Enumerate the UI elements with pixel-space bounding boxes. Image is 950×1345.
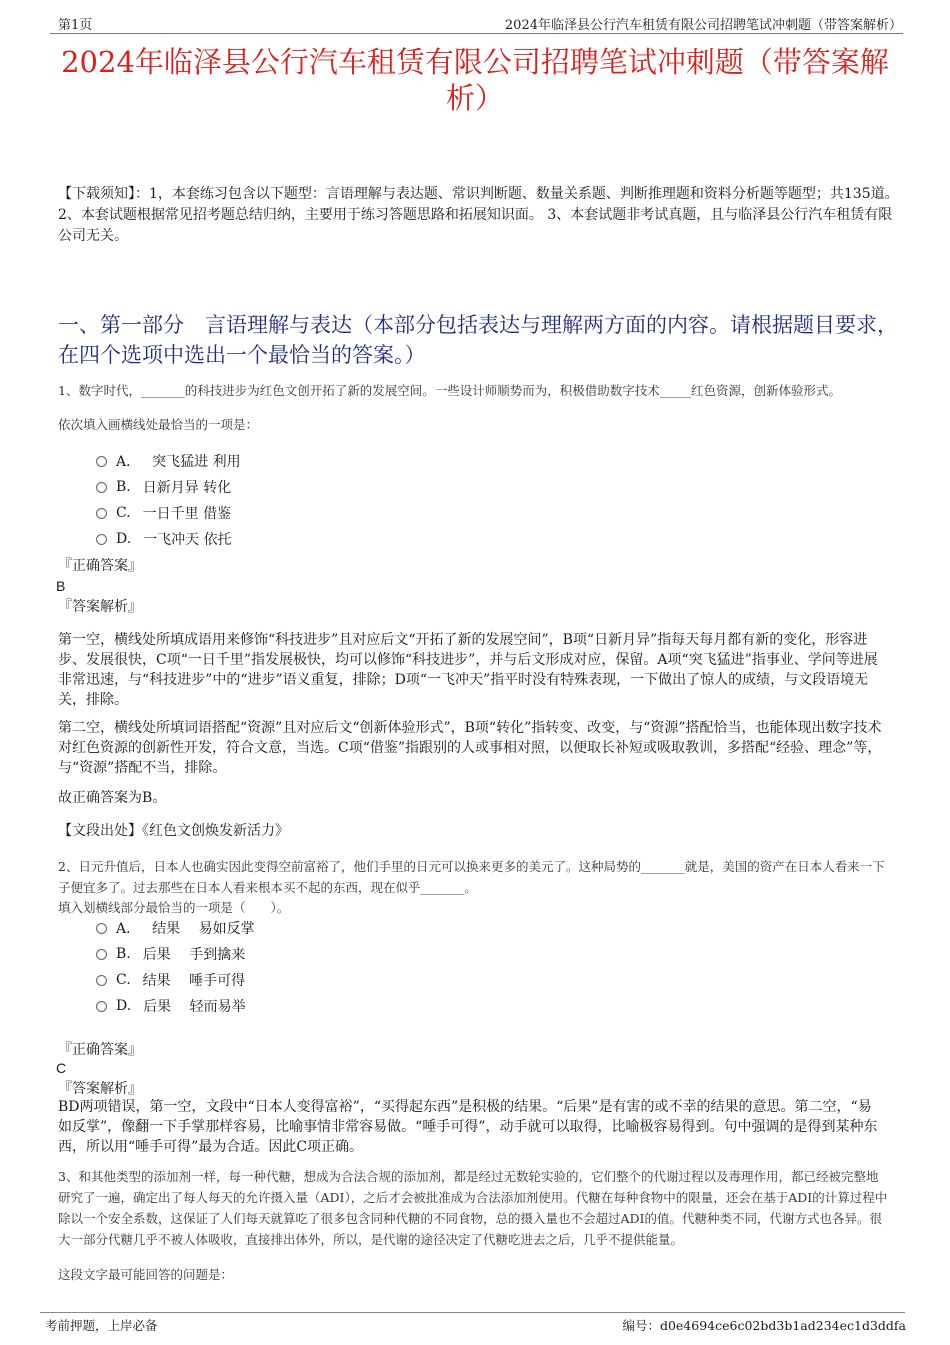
download-notice: 【下载须知】：1，本套练习包含以下题型：言语理解与表达题、常识判断题、数量关系题、判断推理题和资料分析题等题型；共135道。 2、本套试题根据常见招考题总结归纳，主要用于练习答题思路和拓展知识面。 3、本套试题非考试真题，且与临泽县公行汽车租赁有限公司无关。	[58, 186, 899, 244]
radio-icon[interactable]	[96, 508, 107, 519]
answer-label: 『正确答案』	[58, 558, 142, 574]
analysis-label: 『答案解析』	[58, 599, 142, 615]
option-c[interactable]: C. 结果 唾手可得	[96, 967, 255, 993]
option-b[interactable]: B. 日新月异 转化	[96, 474, 241, 500]
question-2-options	[96, 915, 255, 1019]
option-d[interactable]: D. 后果 轻而易举	[96, 993, 255, 1019]
option-b[interactable]: B. 后果 手到擒来	[96, 941, 255, 967]
text-source: 【文段出处】《红色文创焕发新活力》	[58, 823, 289, 839]
radio-icon[interactable]	[96, 949, 107, 960]
analysis-paragraph-2: 第二空，横线处所填词语搭配“资源”且对应后文“创新体验形式”，B项“转化”指转变、改变，与“资源”搭配恰当，也能体现出数字技术对红色资源的创新性开发，符合文意，当选。C项“借鉴”指跟别的人或事相对照，以便取长补短或吸取教训，多搭配“经验、理念”等，与“资源”搭配不当，排除。	[58, 720, 882, 776]
radio-icon[interactable]	[96, 1001, 107, 1012]
option-c[interactable]: C. 一日千里 借鉴	[96, 500, 241, 526]
analysis-label: 『答案解析』	[58, 1081, 142, 1097]
radio-icon[interactable]	[96, 482, 107, 493]
radio-icon[interactable]	[96, 534, 107, 545]
header-divider	[50, 33, 903, 34]
radio-icon[interactable]	[96, 923, 107, 934]
footer-divider	[40, 1312, 905, 1313]
radio-icon[interactable]	[96, 456, 107, 467]
question-1-prompt: 依次填入画横线处最恰当的一项是：	[58, 417, 259, 432]
analysis-paragraph-1: 第一空，横线处所填成语用来修饰“科技进步”且对应后文“开拓了新的发展空间”，B项“日新月异”指每天每月都有新的变化，形容进步、发展很快，C项“一日千里”指发展极快，均可以修饰“科技进步”，并与后文形成对应，保留。A项“突飞猛进”指事业、学问等进展非常迅速，与“科技进步”中的“进步”语义重复，排除；D项“一飞冲天”指平时没有特殊表现，一下做出了惊人的成绩，与文段语境无关，排除。	[58, 632, 878, 708]
footer-slogan: 考前押题，上岸必备	[45, 1318, 158, 1333]
running-header-title: 2024年临泽县公行汽车租赁有限公司招聘笔试冲刺题（带答案解析）	[504, 18, 902, 33]
option-a[interactable]: A． 突飞猛进 利用	[96, 448, 241, 474]
section-heading: 一、第一部分 言语理解与表达（本部分包括表达与理解两方面的内容。请根据题目要求，在四个选项中选出一个最恰当的答案。）	[58, 313, 898, 367]
option-a[interactable]: A． 结果 易如反掌	[96, 915, 255, 941]
document-code: 编号：d0e4694ce6c02bd3b1ad234ec1d3ddfa	[622, 1318, 906, 1333]
question-3-stem: 3、和其他类型的添加剂一样，每一种代糖，想成为合法合规的添加剂，都是经过无数轮实验的，它们整个的代谢过程以及毒理作用，都已经被完整地研究了一遍，确定出了每人每天的允许摄入量（ADI），之后才会被批准成为合法添加剂使用。代糖在每种食物中的限量，还会在基于ADI的计算过程中除以一个安全系数，这保证了人们每天就算吃了很多包含同种代糖的不同食物，总的摄入量也不会超过ADI的值。代糖种类不同，代谢方式也各异。很大一部分代糖几乎不被人体吸收，直接排出体外，所以，是代谢的途径决定了代糖吃进去之后，几乎不提供能量。	[58, 1169, 888, 1247]
question-1-stem: 1、数字时代，_______的科技进步为红色文创开拓了新的发展空间。一些设计师顺势而为，积极借助数字技术_____红色资源，创新体验形式。	[58, 383, 841, 398]
answer-value: C	[56, 1060, 67, 1076]
option-d[interactable]: D. 一飞冲天 依托	[96, 526, 241, 552]
page-number: 第1页	[58, 18, 93, 33]
question-3-prompt: 这段文字最可能回答的问题是：	[58, 1267, 234, 1282]
question-2-stem: 2、日元升值后，日本人也确实因此变得空前富裕了，他们手里的日元可以换来更多的美元了。这种局势的_______就是，美国的资产在日本人看来一下子便宜多了。过去那些在日本人看来根本买不起的东西，现在似乎_______。	[58, 859, 885, 895]
answer-label: 『正确答案』	[58, 1042, 142, 1058]
radio-icon[interactable]	[96, 975, 107, 986]
answer-value: B	[56, 578, 66, 594]
analysis-paragraph: BD两项错误，第一空，文段中“日本人变得富裕”，“买得起东西”是积极的结果。“后果”是有害的或不幸的结果的意思。第二空，“易如反掌”，像翻一下手掌那样容易，比喻事情非常容易做。“唾手可得”，动手就可以取得，比喻极容易得到。句中强调的是得到某种东西，所以用“唾手可得”最为合适。因此C项正确。	[58, 1099, 878, 1155]
question-1-options	[96, 448, 241, 552]
analysis-conclusion: 故正确答案为B。	[58, 790, 167, 806]
document-title: 2024年临泽县公行汽车租赁有限公司招聘笔试冲刺题（带答案解析）	[61, 45, 889, 115]
question-2-prompt: 填入划横线部分最恰当的一项是（ ）。	[58, 900, 290, 915]
